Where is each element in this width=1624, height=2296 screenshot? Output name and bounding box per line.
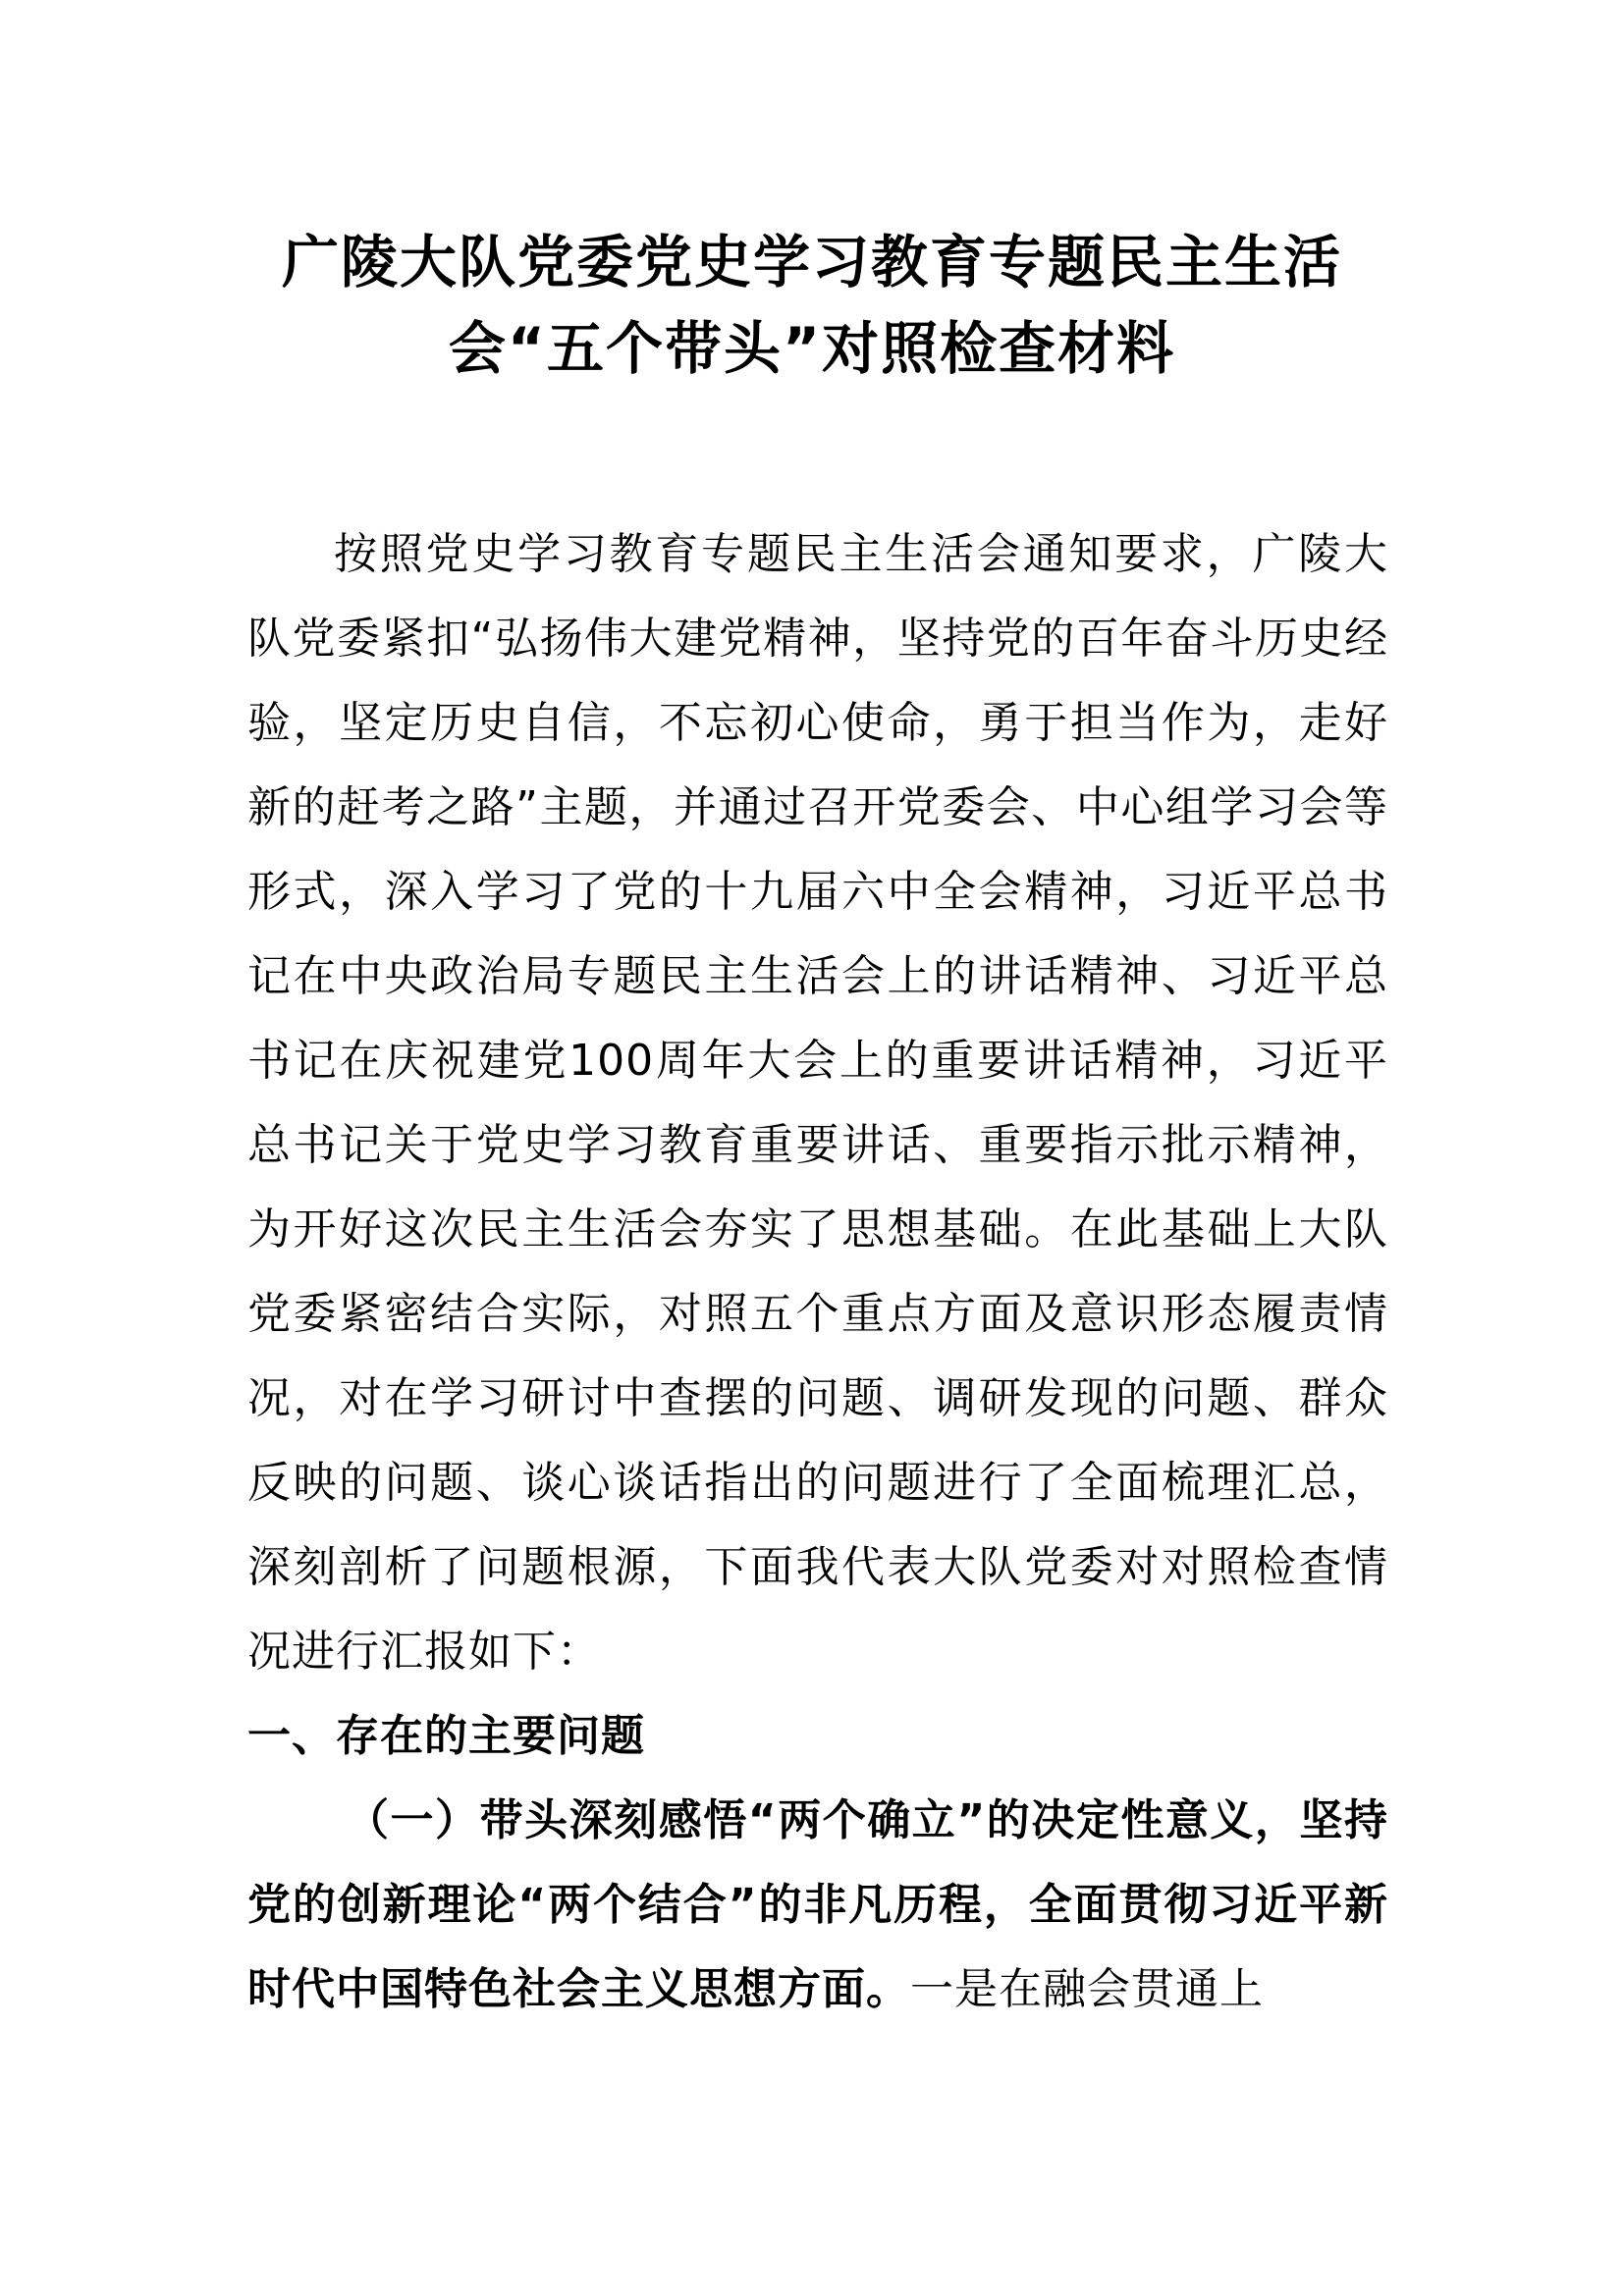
- subsection-text: 一是在融会贯通上: [910, 1964, 1264, 2014]
- intro-paragraph: 按照党史学习教育专题民主生活会通知要求，广陵大队党委紧扣“弘扬伟大建党精神，坚持党的百年奋斗历史经验，坚定历史自信，不忘初心使命，勇于担当作为，走好新的赶考之路”主题，并通过召开党委会、中心组学习会等形式，深入学习了党的十九届六中全会精神，习近平总书记在中央政治局专题民主生活会上的讲话精神、习近平总书记在庆祝建党100周年大会上的重要讲话精神，习近平总书记关于党史学习教育重要讲话、重要指示批示精神，为开好这次民主生活会夯实了思想基础。在此基础上大队党委紧密结合实际，对照五个重点方面及意识形态履责情况，对在学习研讨中查摆的问题、调研发现的问题、群众反映的问题、谈心谈话指出的问题进行了全面梳理汇总，深刻剖析了问题根源，下面我代表大队党委对对照检查情况进行汇报如下：: [247, 529, 1388, 1677]
- document-title-line-1: 广陵大队党委党史学习教育专题民主生活: [281, 229, 1342, 295]
- section-heading: 一、存在的主要问题: [247, 1711, 645, 1761]
- document-body: [247, 512, 1388, 2032]
- subsection-paragraph: [247, 1779, 1388, 2032]
- document-title-line-2: 会“五个带头”对照检查材料: [448, 315, 1176, 382]
- subsection-heading: （一）带头深刻感悟“两个确立”的决定性意义，坚持党的创新理论“两个结合”的非凡历程，全面贯彻习近平新时代中国特色社会主义思想方面。: [247, 1795, 1388, 2014]
